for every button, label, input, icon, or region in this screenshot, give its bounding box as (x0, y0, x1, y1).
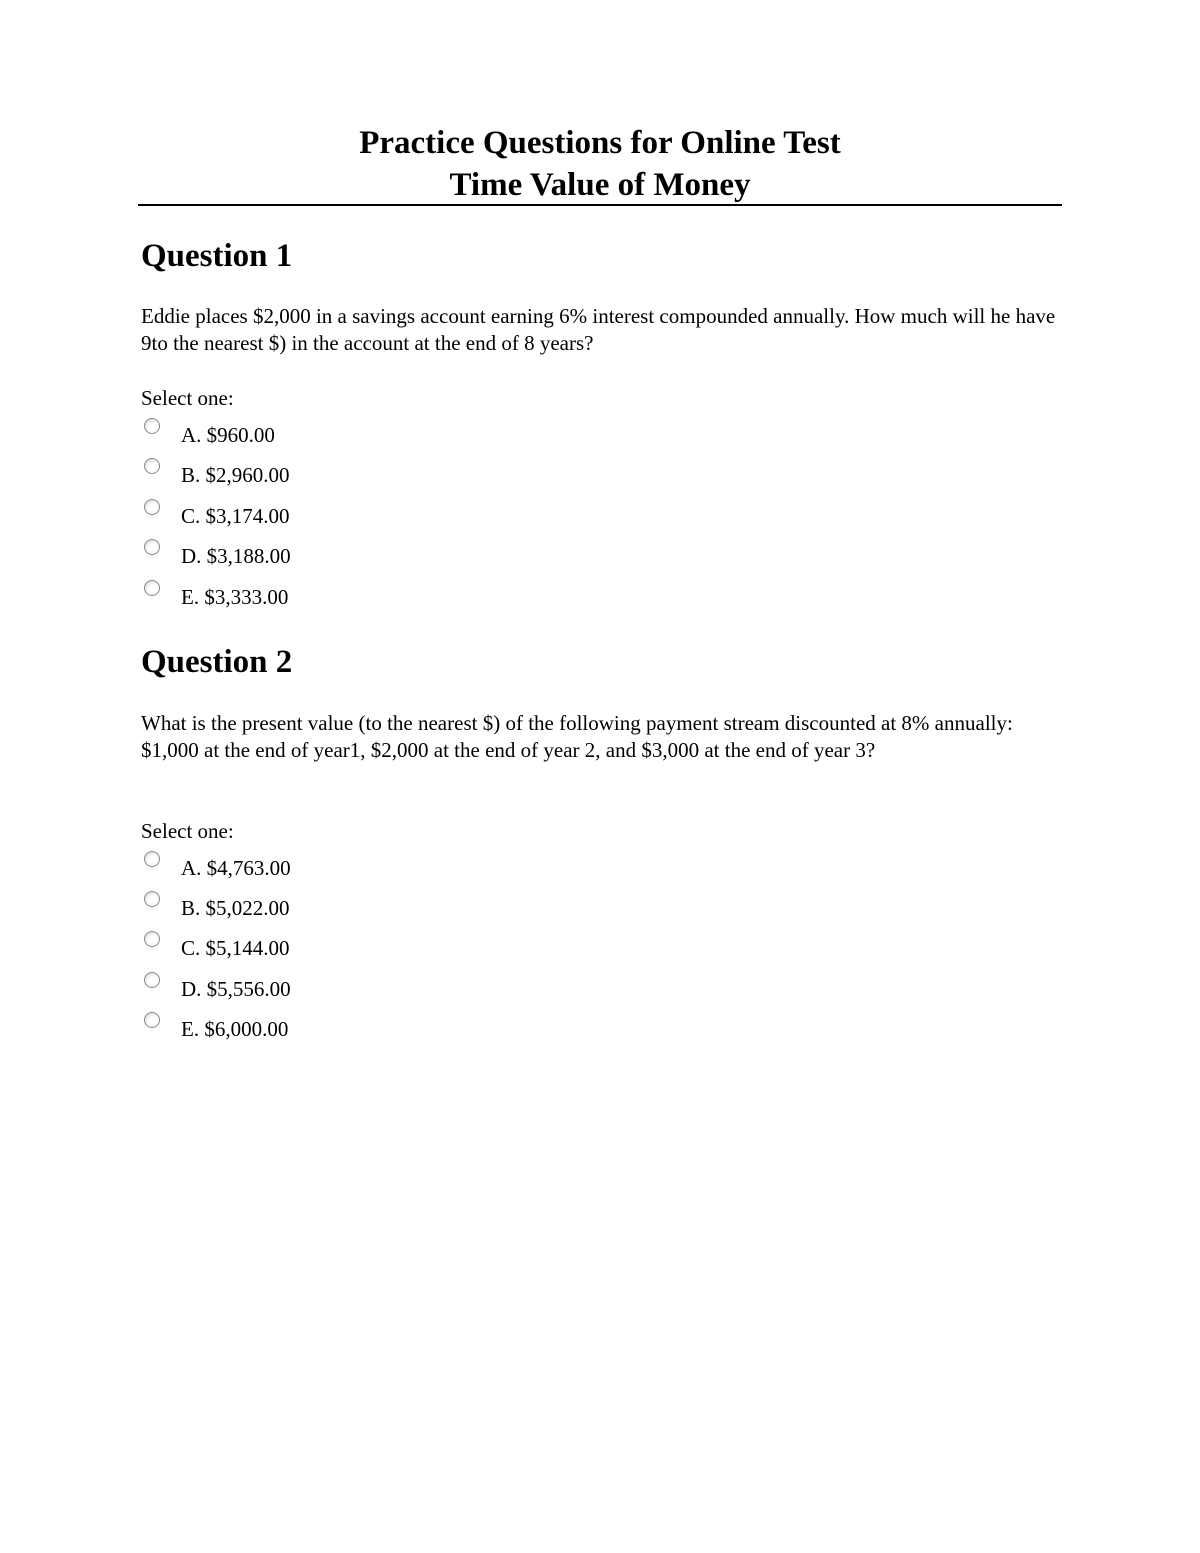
question-1-option-b[interactable] (141, 458, 541, 498)
header-divider (138, 204, 1062, 206)
question-1-option-e[interactable] (141, 580, 541, 620)
option-label: D. $3,188.00 (181, 544, 291, 568)
radio-button-icon[interactable] (144, 580, 160, 596)
option-label: B. $2,960.00 (181, 463, 290, 487)
radio-button-icon[interactable] (144, 1012, 160, 1028)
question-2-option-e[interactable] (141, 1012, 541, 1052)
option-label: B. $5,022.00 (181, 896, 290, 920)
question-1-option-d[interactable] (141, 539, 541, 579)
question-2-text-line-1: What is the present value (to the nearest $) of the following payment stream discounted at 8% annually: (141, 711, 1013, 735)
option-label: C. $3,174.00 (181, 504, 290, 528)
option-label: A. $960.00 (181, 423, 275, 447)
radio-button-icon[interactable] (144, 972, 160, 988)
question-2-text (141, 710, 1071, 764)
radio-button-icon[interactable] (144, 851, 160, 867)
radio-button-icon[interactable] (144, 931, 160, 947)
radio-button-icon[interactable] (144, 499, 160, 515)
question-2-option-b[interactable] (141, 891, 541, 931)
option-label: E. $3,333.00 (181, 585, 289, 609)
document-subtitle: Time Value of Money (449, 167, 751, 203)
question-1-text-line: Eddie places $2,000 in a savings account earning 6% interest compounded annually. How much will he have 9to the nearest $) in the account at the end of 8 years? (141, 304, 1056, 355)
document-header (138, 122, 1062, 206)
question-1-heading: Question 1 (141, 238, 293, 274)
radio-button-icon[interactable] (144, 891, 160, 907)
radio-button-icon[interactable] (144, 458, 160, 474)
question-1-text (141, 303, 1071, 357)
question-1-option-a[interactable] (141, 418, 541, 458)
option-label: C. $5,144.00 (181, 936, 290, 960)
option-label: D. $5,556.00 (181, 977, 291, 1001)
question-2-option-d[interactable] (141, 972, 541, 1012)
document-title: Practice Questions for Online Test (359, 125, 841, 161)
option-label: E. $6,000.00 (181, 1017, 289, 1041)
question-2-text-line-2: $1,000 at the end of year1, $2,000 at the end of year 2, and $3,000 at the end of year 3? (141, 738, 876, 762)
question-2-option-c[interactable] (141, 931, 541, 971)
question-2-select-label: Select one: (141, 819, 234, 843)
question-1-option-c[interactable] (141, 499, 541, 539)
radio-button-icon[interactable] (144, 418, 160, 434)
option-label: A. $4,763.00 (181, 856, 291, 880)
question-2-option-a[interactable] (141, 851, 541, 891)
question-2-heading: Question 2 (141, 644, 293, 680)
question-1-select-label: Select one: (141, 386, 234, 410)
radio-button-icon[interactable] (144, 539, 160, 555)
